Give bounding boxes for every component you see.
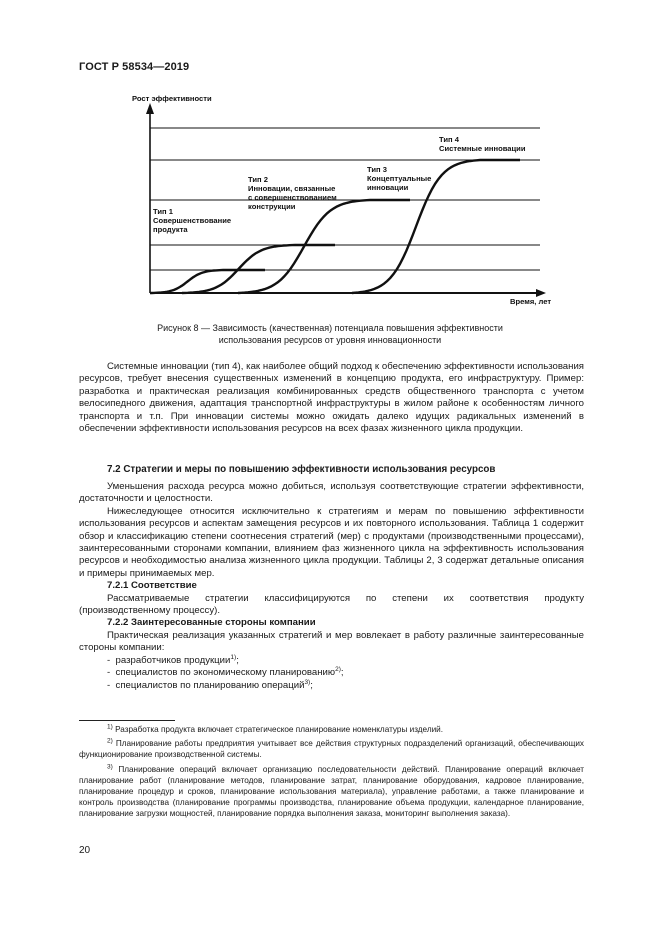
section-heading: 7.2 Стратегии и меры по повышению эффективности использования ресурсов xyxy=(107,464,496,475)
series-label-line: Тип 3 xyxy=(367,165,387,174)
list-item: - специалистов по экономическому планированию$^{2)}$; xyxy=(107,665,344,679)
series-label-line: Тип 1 xyxy=(153,207,173,216)
paragraph-stakeholders: Практическая реализация указанных стратегий и мер вовлекает в работу различные заинтересованные стороны компании: xyxy=(79,629,584,654)
series-label-line: Концептуальные xyxy=(367,174,432,183)
series-label-2 xyxy=(248,175,337,211)
subsection-heading-conformity: 7.2.1 Соответствие xyxy=(107,580,197,592)
paragraph-strategies: Уменьшения расхода ресурса можно добиться, используя соответствующие стратегии эффективности, достаточности и целостности. xyxy=(79,481,584,505)
list-item: - специалистов по планированию операций$^{3)}$; xyxy=(107,678,313,691)
subsection-heading-stakeholders: 7.2.2 Заинтересованные стороны компании xyxy=(107,617,316,629)
x-axis-arrow xyxy=(536,289,546,297)
series-label-4 xyxy=(439,135,526,153)
series-label-line: конструкции xyxy=(248,202,296,211)
series-label-line: с совершенствованием xyxy=(248,193,337,202)
paragraph-conformity: Рассматриваемые стратегии классифицируются по степени их соответствия продукту (производственному процессу). xyxy=(79,592,584,617)
x-axis-label: Время, лет xyxy=(510,297,552,306)
series-label-1 xyxy=(153,207,231,234)
series-label-line: Системные инновации xyxy=(439,144,526,153)
caption-line-2: использования ресурсов от уровня инновационности xyxy=(218,335,442,345)
page-number: 20 xyxy=(79,845,91,856)
footnote-2: $^{2)}$ Планирование работы предприятия учитывает все действия структурных подразделений организаций, обеспечивающих функционирование производственной системы. xyxy=(79,737,584,760)
innovation-chart xyxy=(120,90,560,320)
footnote-3: $^{3)}$ Планирование операций включает организацию последовательности действий. Планирование операций включает планирование работ (планирование методов, планирование затрат, планирование оборудования, кадровое планирование, планирование процедур и сроков, планирование использования материала), управление работами, а также планирование и контроль производства (планирование программы производства, планирование объема продукции, календарное планирование, планирование загрузки мощностей, планирование порядка выполнения заказа, мониторинг выполнения заказа). xyxy=(79,762,585,819)
series-label-3 xyxy=(367,165,431,192)
chart-svg xyxy=(120,90,560,320)
footnote-divider xyxy=(79,720,175,721)
series-label-line: Инновации, связанные xyxy=(248,184,336,193)
plot-area xyxy=(146,103,546,297)
series-label-line: Совершенствование xyxy=(153,216,232,225)
figure-caption xyxy=(80,322,580,346)
section-body xyxy=(79,481,584,692)
caption-line-1: Рисунок 8 — Зависимость (качественная) потенциала повышения эффективности xyxy=(157,323,503,333)
paragraph-overview: Нижеследующее относится исключительно к стратегиям и мерам по повышению эффективности использования ресурсов и аспектам замещения ресурсов и их повторного использования. Таблица 1 содержит обзор и классификацию степени соотнесения стратегий (мер) с продуктами (производственными процессами), заинтересованными сторонами компании, влиянием фаз жизненного цикла на эффективность использования ресурсов и необходимостью анализа жизненного цикла продукции. Таблицы 2, 3 содержат детальные описания и примеры принимаемых мер. xyxy=(79,505,584,579)
document-code: ГОСТ Р 58534—2019 xyxy=(79,61,190,73)
series-label-line: инновации xyxy=(367,183,409,192)
footnote-1: $^{1)}$ Разработка продукта включает стратегическое планирование номенклатуры изделий. xyxy=(107,723,444,734)
paragraph-system-innovations: Системные инновации (тип 4), как наиболее общий подход к обеспечению эффективности использования ресурсов, требует внесения существенных изменений в концепцию продукта, его инфраструктуру. Пример: разработка и практическая реализация комбинированных средств общественного транспорта с учетом велосипедного движения, адаптация транспортной инфраструктуры в жилом районе к особенностям личного транспорта и т.п. При инновации системы можно ожидать далеко идущих радикальных изменений в обеспечении эффективности использования ресурсов на всех фазах жизненного цикла продукции. xyxy=(79,361,584,435)
footnotes xyxy=(79,724,584,823)
series-label-line: продукта xyxy=(153,225,188,234)
series-curve-3 xyxy=(238,200,410,293)
y-axis-arrow xyxy=(146,103,154,114)
series-label-line: Тип 2 xyxy=(248,175,268,184)
list-item: - разработчиков продукции$^{1)}$; xyxy=(107,653,239,666)
stakeholder-list xyxy=(79,655,584,692)
series-label-line: Тип 4 xyxy=(439,135,459,144)
y-axis-label: Рост эффективности xyxy=(132,94,212,103)
